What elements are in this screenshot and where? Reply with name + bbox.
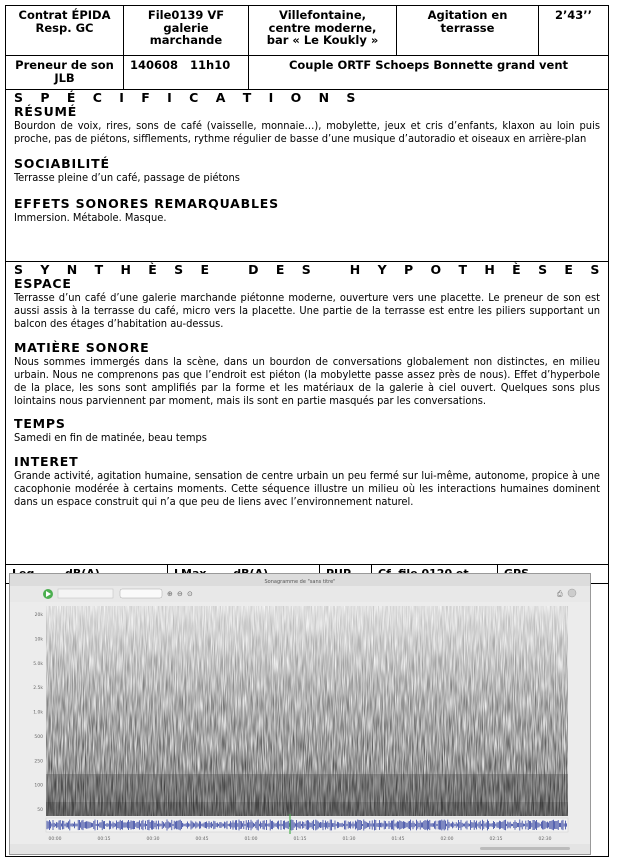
mic-setup: Couple ORTF Schoeps Bonnette grand vent [288, 58, 569, 72]
place-line: centre moderne, [268, 20, 377, 35]
effets-text: Immersion. Métabole. Masque. [14, 210, 167, 224]
time-tick-label: 02:30 [538, 837, 552, 842]
settings-icon[interactable] [568, 589, 576, 597]
frequency-tick-label: 100 [34, 783, 43, 789]
synthese-section [6, 262, 608, 565]
recording-title: Agitation en terrasse [427, 8, 508, 35]
temps-text: Samedi en fin de matinée, beau temps [14, 431, 207, 445]
time-tick-label: 00:45 [195, 837, 209, 842]
low-band [46, 774, 568, 802]
view-select[interactable] [120, 589, 162, 598]
specifications-title: S P É C I F I C A T I O N S [14, 90, 362, 105]
interet-heading: INTERET [14, 453, 79, 469]
header-row-2 [6, 56, 608, 90]
file-cell [124, 6, 249, 55]
time-tick-label: 00:15 [97, 837, 111, 842]
place-line: Villefontaine, [279, 8, 366, 22]
specifications-section [6, 90, 608, 262]
time-tick-label: 01:45 [391, 837, 405, 842]
time-tick-label: 00:30 [146, 837, 160, 842]
frequency-tick-label: 1.0k [33, 710, 43, 716]
interet-text: Grande activité, agitation humaine, sensation de centre urbain un peu fermé sur lui-même, autonome, propice à une cacophonie modérée à certains moments. Cette séquence illustre un milieu où les interactions humaines dominent dans un espace construit qui n’a que peu de liens avec l’environnement naturel. [14, 468, 600, 509]
espace-heading: ESPACE [14, 276, 72, 291]
spectrogram-window [9, 573, 591, 855]
place-line: bar « Le Koukly » [266, 33, 379, 47]
espace-text: Terrasse d’un café d’une galerie marchande piétonne moderne, ouverture vers une placette. Le preneur de son est aussi assis à la terrasse du café, micro vers la placette. Une partie de la terrasse est entre les piliers supportant un balcon des étages d’habitation au-dessus. [14, 291, 600, 331]
frequency-tick-label: 50 [37, 808, 43, 813]
frequency-tick-label: 5.0k [33, 661, 43, 667]
spectrogram-svg [10, 574, 590, 854]
file-line: File0139 VF [147, 8, 225, 22]
resume-text: Bourdon de voix, rires, sons de café (vaisselle, monnaie…), mobylette, jeux et cris d’enfants, klaxon au loin puis proche, pas de piétons, sifflements, rythme régulier de basse d’une musique d’autoradio et oiseaux en arrière-plan [14, 119, 600, 146]
header-row-1 [6, 6, 608, 56]
effets-heading: EFFETS SONORES REMARQUABLES [14, 195, 279, 211]
time-tick-label: 02:15 [489, 837, 503, 842]
temps-heading: TEMPS [14, 416, 66, 432]
time-axis [49, 836, 552, 842]
time-tick-label: 01:15 [293, 837, 307, 842]
file-line: galerie [163, 20, 209, 35]
zoom-in-icon[interactable]: ⊕ [167, 590, 173, 598]
frequency-tick-label: 20k [34, 613, 43, 618]
sociabilite-text: Terrasse pleine d’un café, passage de piétons [14, 171, 240, 185]
zoom-slider[interactable] [480, 847, 570, 850]
setup-cell [249, 56, 608, 89]
recordist-line: Preneur de son [15, 58, 114, 72]
time-tick-label: 02:00 [440, 837, 454, 842]
datetime: 140608 11h10 [130, 58, 231, 72]
zoom-out-icon[interactable]: ⊖ [177, 590, 183, 598]
contract-cell [6, 6, 124, 55]
place-cell [249, 6, 397, 55]
file-line: marchande [149, 33, 223, 47]
contract-line: Contrat ÉPIDA [18, 8, 111, 22]
datetime-cell [124, 56, 249, 89]
matiere-text: Nous sommes immergés dans la scène, dans un bourdon de conversations globalement non distinctes, en milieu urbain. Nous ne comprenons pas que l’endroit est piéton (la mobylette passe assez près de nous). Effet d’hyperbole de la place, les sons sont amplifiés par la forme et les matériaux de la galerie à ciel ouvert. Quelques sons plus lointains nous parviennent par moment, mais ils sont en partie masqués par les conversations. [14, 354, 600, 408]
frequency-tick-label: 500 [34, 734, 43, 740]
matiere-heading: MATIÈRE SONORE [14, 339, 150, 355]
level-meter [58, 589, 113, 598]
title-cell [397, 6, 539, 55]
frequency-tick-label: 2.5k [33, 686, 43, 692]
time-tick-label: 01:30 [342, 837, 356, 842]
frequency-tick-label: 250 [34, 759, 43, 765]
zoom-fit-icon[interactable]: ⊙ [187, 590, 193, 598]
synthese-title: S Y N T H È S E D E S H Y P O T H È S E S [14, 262, 606, 277]
duration: 2’43’’ [554, 8, 593, 22]
frequency-tick-label: 10k [34, 637, 43, 643]
bass-band [46, 802, 568, 816]
duration-cell [539, 6, 608, 55]
time-tick-label: 01:00 [244, 837, 258, 842]
frequency-axis [33, 612, 43, 813]
recordist-line: JLB [54, 70, 75, 85]
print-icon[interactable]: ⎙ [557, 590, 563, 598]
contract-line: Resp. GC [35, 20, 94, 35]
sociabilite-heading: SOCIABILITÉ [14, 156, 110, 172]
resume-heading: RÉSUMÉ [14, 104, 78, 119]
window-title: Sonagramme de "sans titre" [264, 579, 336, 585]
time-tick-label: 00:00 [48, 837, 62, 842]
recordist-cell [6, 56, 124, 89]
